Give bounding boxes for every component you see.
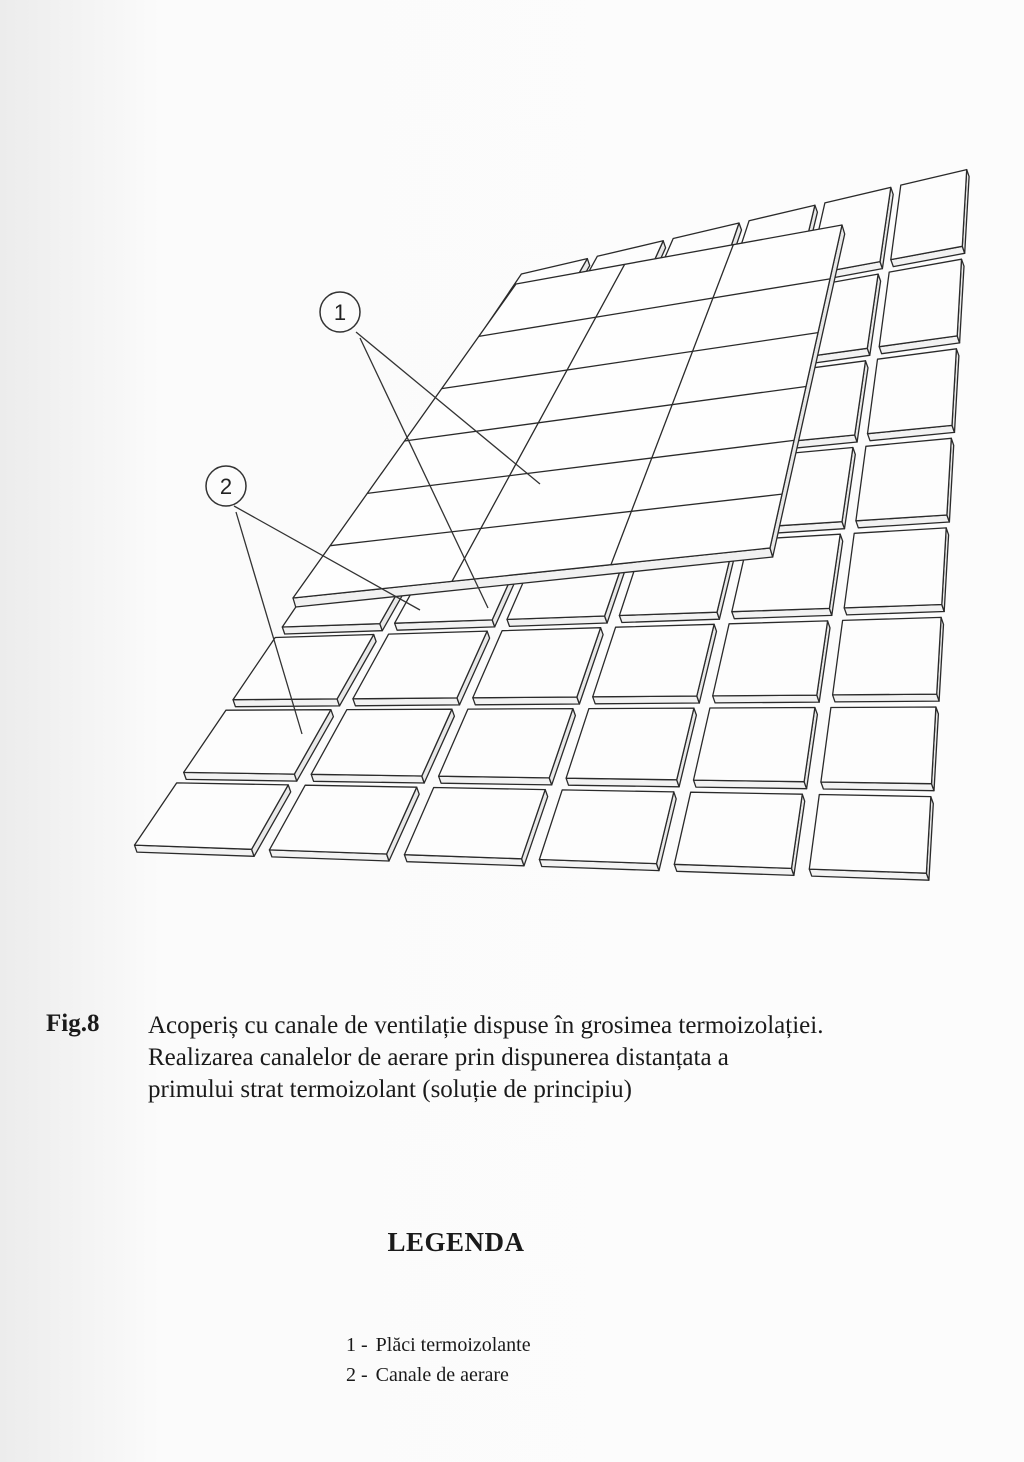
bottom-tile xyxy=(593,624,714,697)
legend-list xyxy=(346,1330,531,1390)
bottom-tile xyxy=(404,788,545,859)
bottom-tile xyxy=(439,709,573,778)
bottom-tile xyxy=(856,438,951,521)
bottom-tile xyxy=(135,783,289,849)
bottom-tile xyxy=(539,790,673,864)
caption-line-2: Realizarea canalelor de aerare prin dispunerea distanțata a xyxy=(148,1044,729,1071)
legend-item-number: 2 - xyxy=(346,1364,368,1386)
figure-number: Fig.8 xyxy=(46,1010,100,1037)
legend-item-number: 1 - xyxy=(346,1334,368,1356)
callout-2-label: 2 xyxy=(219,474,233,499)
top-panel xyxy=(293,225,842,598)
bottom-tile xyxy=(809,795,931,874)
callout-1-label: 1 xyxy=(333,300,347,325)
bottom-tile xyxy=(868,349,957,434)
legend-title: LEGENDA xyxy=(387,1227,525,1257)
figure-caption xyxy=(148,1010,988,1106)
legend-item-label: Plăci termoizolante xyxy=(375,1334,531,1356)
legend-item-label: Canale de aerare xyxy=(375,1364,509,1386)
bottom-tile xyxy=(233,635,374,700)
bottom-tile xyxy=(821,707,936,784)
bottom-tile xyxy=(844,528,946,608)
bottom-tile xyxy=(566,708,694,780)
second-insulation-layer-panel xyxy=(293,225,845,607)
bottom-tile xyxy=(879,259,961,347)
caption-line-3: primului strat termoizolant (soluție de principiu) xyxy=(148,1076,632,1103)
bottom-tile xyxy=(713,621,828,696)
bottom-tile xyxy=(184,710,331,774)
bottom-tile xyxy=(694,708,815,782)
legend-item-1 xyxy=(346,1330,531,1360)
bottom-tile xyxy=(674,792,802,868)
legend-item-2 xyxy=(346,1360,531,1390)
caption-line-1: Acoperiș cu canale de ventilație dispuse în grosimea termoizolației. xyxy=(148,1012,824,1039)
bottom-tile xyxy=(833,617,942,695)
bottom-tile xyxy=(891,170,967,260)
